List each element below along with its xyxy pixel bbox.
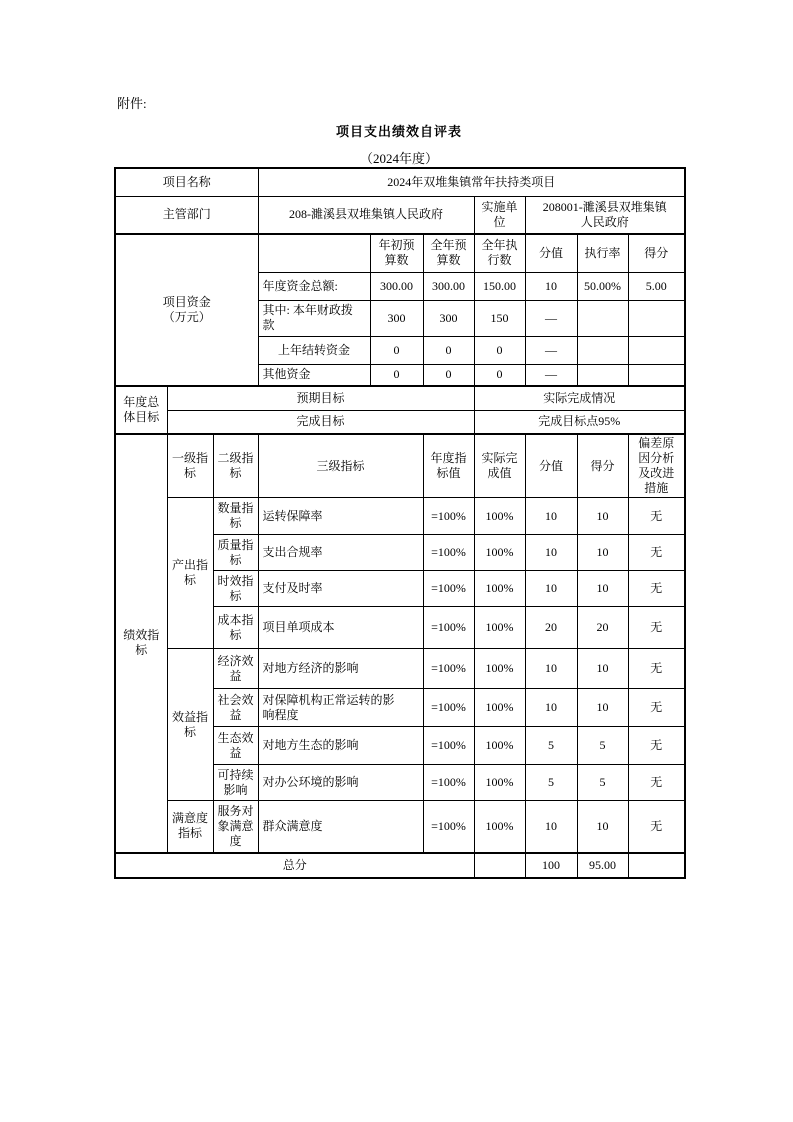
funding-cell-executed: 150.00 xyxy=(474,272,525,300)
cell-level2: 社会效益 xyxy=(213,689,258,727)
funding-cell-annual: 300 xyxy=(423,300,474,336)
indicator-row xyxy=(115,801,685,853)
cell-actual: 100% xyxy=(474,571,525,607)
annual-goal-value-row xyxy=(115,410,685,434)
impl-unit-label-cell: 实施单位 xyxy=(474,196,525,234)
dept-label-cell: 主管部门 xyxy=(115,196,258,234)
cell-score-value: 10 xyxy=(525,801,577,853)
funding-cell-score: 5.00 xyxy=(628,272,685,300)
cell-level3: 项目单项成本 xyxy=(258,607,423,649)
cell-target: =100% xyxy=(423,535,474,571)
funding-cell-annual: 0 xyxy=(423,364,474,386)
cell-deviation: 无 xyxy=(628,801,685,853)
funding-row-name: 其中: 本年财政拨款 xyxy=(258,300,370,336)
cell-actual: 100% xyxy=(474,727,525,765)
total-deviation-empty-cell xyxy=(628,853,685,878)
page-subtitle: （2024年度） xyxy=(359,151,438,166)
project-name-value-cell: 2024年双堆集镇常年扶持类项目 xyxy=(258,168,685,196)
funding-row-name: 其他资金 xyxy=(258,364,370,386)
cell-target: =100% xyxy=(423,727,474,765)
cell-deviation: 无 xyxy=(628,571,685,607)
funding-cell-initial: 300.00 xyxy=(370,272,423,300)
cell-score: 10 xyxy=(577,801,628,853)
actual-completion-header-cell: 实际完成情况 xyxy=(474,386,685,410)
funding-cell-exec-rate: 50.00% xyxy=(577,272,628,300)
annual-goal-label-cell: 年度总体目标 xyxy=(115,386,167,434)
funding-cell-exec-rate xyxy=(577,364,628,386)
header-level1: 一级指标 xyxy=(167,434,213,498)
funding-cell-exec-rate xyxy=(577,300,628,336)
cell-target: =100% xyxy=(423,607,474,649)
header-target: 年度指标值 xyxy=(423,434,474,498)
cell-level3: 运转保障率 xyxy=(258,498,423,535)
header-level3: 三级指标 xyxy=(258,434,423,498)
expected-goal-header-cell: 预期目标 xyxy=(167,386,474,410)
cell-actual: 100% xyxy=(474,607,525,649)
funding-cell-score xyxy=(628,300,685,336)
cell-level3: 支出合规率 xyxy=(258,535,423,571)
header-score: 得分 xyxy=(577,434,628,498)
cell-target: =100% xyxy=(423,571,474,607)
impl-unit-value-cell: 208001-濉溪县双堆集镇人民政府 xyxy=(525,196,685,234)
attachment-label: 附件: xyxy=(117,96,147,111)
cell-level2: 时效指标 xyxy=(213,571,258,607)
cell-level2: 成本指标 xyxy=(213,607,258,649)
cell-level2: 数量指标 xyxy=(213,498,258,535)
cell-deviation: 无 xyxy=(628,765,685,801)
cell-score: 10 xyxy=(577,498,628,535)
header-actual: 实际完成值 xyxy=(474,434,525,498)
project-name-label-cell: 项目名称 xyxy=(115,168,258,196)
page-title: 项目支出绩效自评表 xyxy=(335,124,462,139)
cell-score-value: 5 xyxy=(525,765,577,801)
funding-cell-initial: 0 xyxy=(370,336,423,364)
group-benefit-cell: 效益指标 xyxy=(167,649,213,801)
funding-cell-score xyxy=(628,364,685,386)
indicator-row xyxy=(115,649,685,689)
funding-cell-executed: 0 xyxy=(474,364,525,386)
cell-score: 5 xyxy=(577,727,628,765)
funding-cell-annual: 300.00 xyxy=(423,272,474,300)
funding-label-line1: 项目资金 xyxy=(162,295,211,309)
funding-header-score-value: 分值 xyxy=(525,234,577,272)
indicator-row xyxy=(115,498,685,535)
cell-actual: 100% xyxy=(474,801,525,853)
funding-cell-score-value: — xyxy=(525,300,577,336)
cell-level3: 对保障机构正常运转的影响程度 xyxy=(258,689,423,727)
funding-header-row xyxy=(115,234,685,272)
funding-label-line2: （万元） xyxy=(162,310,211,324)
self-evaluation-table xyxy=(114,167,686,879)
cell-score: 10 xyxy=(577,571,628,607)
cell-score: 20 xyxy=(577,607,628,649)
funding-row-name: 上年结转资金 xyxy=(258,336,370,364)
annual-goal-header-row xyxy=(115,386,685,410)
group-satisfaction-cell: 满意度指标 xyxy=(167,801,213,853)
funding-cell-score-value: — xyxy=(525,336,577,364)
dept-value-cell: 208-濉溪县双堆集镇人民政府 xyxy=(258,196,474,234)
cell-deviation: 无 xyxy=(628,727,685,765)
total-row xyxy=(115,853,685,878)
actual-completion-value-cell: 完成目标点95% xyxy=(474,410,685,434)
header-score-value: 分值 xyxy=(525,434,577,498)
cell-actual: 100% xyxy=(474,689,525,727)
cell-deviation: 无 xyxy=(628,535,685,571)
cell-target: =100% xyxy=(423,498,474,535)
funding-cell-executed: 0 xyxy=(474,336,525,364)
cell-target: =100% xyxy=(423,765,474,801)
cell-level2: 质量指标 xyxy=(213,535,258,571)
funding-cell-executed: 150 xyxy=(474,300,525,336)
cell-target: =100% xyxy=(423,649,474,689)
funding-header-annual: 全年预算数 xyxy=(423,234,474,272)
cell-level3: 对地方生态的影响 xyxy=(258,727,423,765)
cell-score: 10 xyxy=(577,535,628,571)
cell-score-value: 10 xyxy=(525,498,577,535)
cell-deviation: 无 xyxy=(628,498,685,535)
cell-score: 10 xyxy=(577,649,628,689)
funding-header-initial: 年初预算数 xyxy=(370,234,423,272)
funding-header-empty-cell xyxy=(258,234,370,272)
cell-level2: 生态效益 xyxy=(213,727,258,765)
cell-level2: 可持续影响 xyxy=(213,765,258,801)
group-output-cell: 产出指标 xyxy=(167,498,213,649)
funding-header-score: 得分 xyxy=(628,234,685,272)
total-empty-cell xyxy=(474,853,525,878)
funding-row-name: 年度资金总额: xyxy=(258,272,370,300)
funding-section-label-cell xyxy=(115,234,258,386)
funding-cell-annual: 0 xyxy=(423,336,474,364)
total-label-cell: 总分 xyxy=(115,853,474,878)
cell-deviation: 无 xyxy=(628,689,685,727)
cell-level3: 对地方经济的影响 xyxy=(258,649,423,689)
cell-score-value: 20 xyxy=(525,607,577,649)
cell-level3: 对办公环境的影响 xyxy=(258,765,423,801)
cell-target: =100% xyxy=(423,689,474,727)
cell-actual: 100% xyxy=(474,649,525,689)
cell-score-value: 10 xyxy=(525,649,577,689)
project-name-row xyxy=(115,168,685,196)
cell-target: =100% xyxy=(423,801,474,853)
funding-header-executed: 全年执行数 xyxy=(474,234,525,272)
cell-level2: 经济效益 xyxy=(213,649,258,689)
total-score-value-cell: 100 xyxy=(525,853,577,878)
indicator-header-row xyxy=(115,434,685,498)
expected-goal-value-cell: 完成目标 xyxy=(167,410,474,434)
total-score-cell: 95.00 xyxy=(577,853,628,878)
funding-cell-initial: 0 xyxy=(370,364,423,386)
cell-score-value: 10 xyxy=(525,535,577,571)
cell-score: 10 xyxy=(577,689,628,727)
cell-level3: 支付及时率 xyxy=(258,571,423,607)
cell-score-value: 10 xyxy=(525,571,577,607)
cell-deviation: 无 xyxy=(628,649,685,689)
cell-deviation: 无 xyxy=(628,607,685,649)
cell-actual: 100% xyxy=(474,498,525,535)
cell-actual: 100% xyxy=(474,535,525,571)
header-deviation: 偏差原因分析及改进措施 xyxy=(628,434,685,498)
department-row xyxy=(115,196,685,234)
cell-score: 5 xyxy=(577,765,628,801)
funding-cell-initial: 300 xyxy=(370,300,423,336)
cell-score-value: 5 xyxy=(525,727,577,765)
funding-cell-score-value: — xyxy=(525,364,577,386)
funding-header-exec-rate: 执行率 xyxy=(577,234,628,272)
cell-level2: 服务对象满意度 xyxy=(213,801,258,853)
funding-cell-score xyxy=(628,336,685,364)
cell-level3: 群众满意度 xyxy=(258,801,423,853)
header-level2: 二级指标 xyxy=(213,434,258,498)
funding-cell-exec-rate xyxy=(577,336,628,364)
table-wrapper xyxy=(114,167,686,879)
cell-actual: 100% xyxy=(474,765,525,801)
funding-cell-score-value: 10 xyxy=(525,272,577,300)
performance-indicator-label-cell: 绩效指标 xyxy=(115,434,167,853)
cell-score-value: 10 xyxy=(525,689,577,727)
